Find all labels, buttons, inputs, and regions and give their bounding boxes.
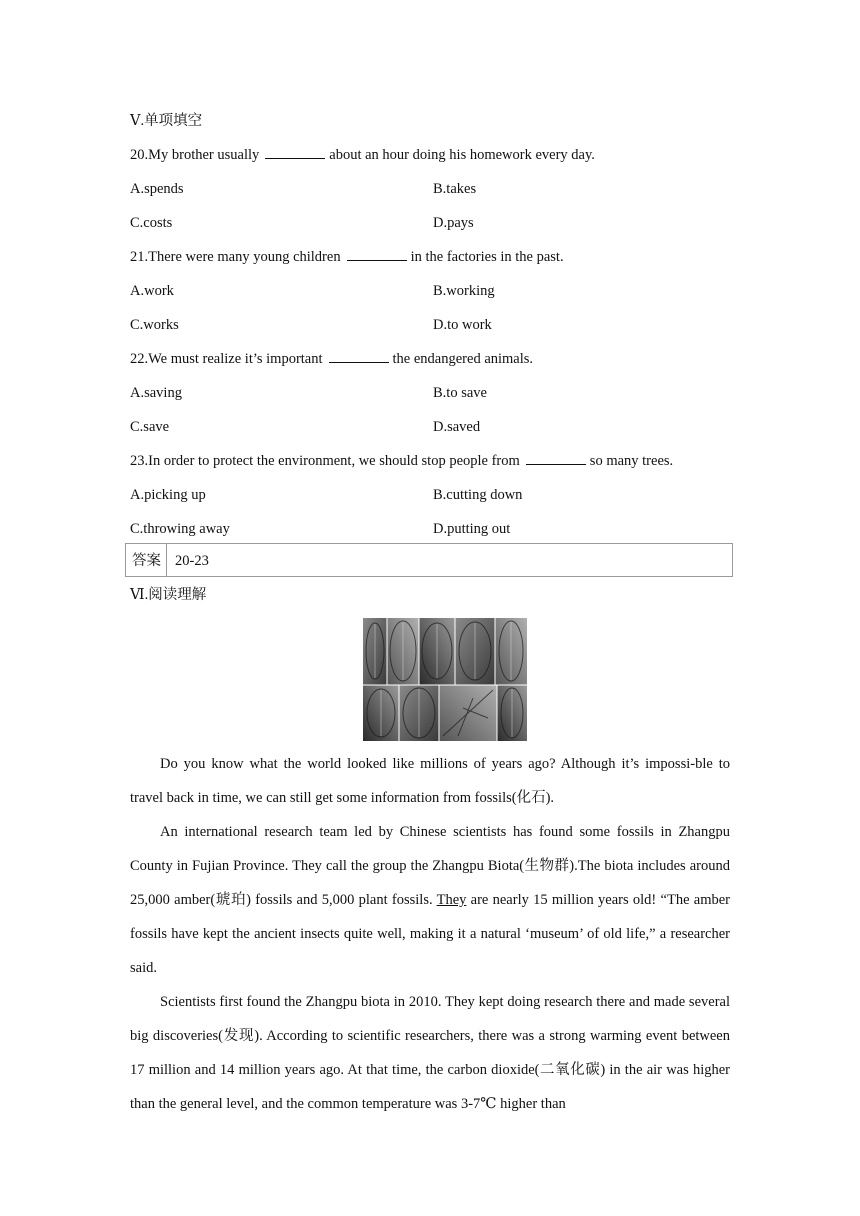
stem-text: about an hour doing his homework every day. (329, 147, 595, 163)
answer-blank (526, 452, 586, 465)
option-d: D.pays (433, 215, 474, 231)
option-c: C.throwing away (130, 521, 230, 537)
option-d: D.saved (433, 419, 481, 435)
section-6-heading: Ⅵ.阅读理解 (130, 587, 207, 603)
paragraph-text: are nearly 15 million years old! “The amber fossils have kept the ancient insects quite well, making it a natural ‘museum’ of old life,” a researcher said. (130, 892, 730, 976)
option-d: D.putting out (433, 521, 511, 537)
stem-text: so many trees. (589, 453, 674, 469)
table-divider (166, 544, 167, 576)
question-22-stem (130, 350, 533, 368)
option-a: A.spends (130, 181, 184, 197)
option-b: B.cutting down (433, 487, 523, 503)
option-b: B.takes (433, 181, 477, 197)
option-c: C.save (130, 419, 170, 435)
section-5-heading: Ⅴ.单项填空 (130, 113, 203, 129)
underlined-word: They (436, 892, 467, 908)
answer-label: 答案 (132, 553, 161, 569)
question-21-stem (130, 248, 564, 266)
reading-paragraph-3: Scientists first found the Zhangpu biota in 2010. They kept doing research there and made several big discoveries(发现). According to scientific researchers, there was a strong warming event between 17 million and 14 million years ago. At that time, the carbon dioxide(二氧化碳) in the air was higher than the general level, and the common temperature was 3-7℃ higher than (130, 994, 730, 1112)
option-a: A.saving (130, 385, 182, 401)
stem-text: 20.My brother usually (130, 147, 260, 163)
stem-text: 22.We must realize it’s important (130, 351, 323, 367)
answer-blank (329, 350, 389, 363)
option-b: B.to save (433, 385, 487, 401)
fossil-leaves-image (363, 618, 527, 741)
option-c: C.costs (130, 215, 173, 231)
option-a: A.work (130, 283, 174, 299)
reading-paragraph-1: Do you know what the world looked like millions of years ago? Although it’s impossi-ble to travel back in time, we can still get some information from fossils(化石). (130, 756, 730, 806)
answer-value: 20-23 (175, 553, 209, 569)
option-c: C.works (130, 317, 179, 333)
answer-table (125, 543, 733, 577)
question-20-stem (130, 146, 595, 164)
stem-text: 21.There were many young children (130, 249, 341, 265)
option-d: D.to work (433, 317, 492, 333)
answer-blank (265, 146, 325, 159)
reading-paragraph-2 (130, 815, 730, 985)
paragraph-text: An international research team led by Chinese scientists has found some fossils in Zhangpu County in Fujian Province. They call the group the Zhangpu Biota(生物群).The biota includes around 25,000 amber(琥珀) fossils and 5,000 plant fossils. (130, 824, 730, 908)
stem-text: in the factories in the past. (410, 249, 564, 265)
stem-text: 23.In order to protect the environment, we should stop people from (130, 453, 520, 469)
answer-blank (347, 248, 407, 261)
question-23-stem (130, 452, 673, 470)
stem-text: the endangered animals. (392, 351, 534, 367)
option-a: A.picking up (130, 487, 206, 503)
option-b: B.working (433, 283, 495, 299)
